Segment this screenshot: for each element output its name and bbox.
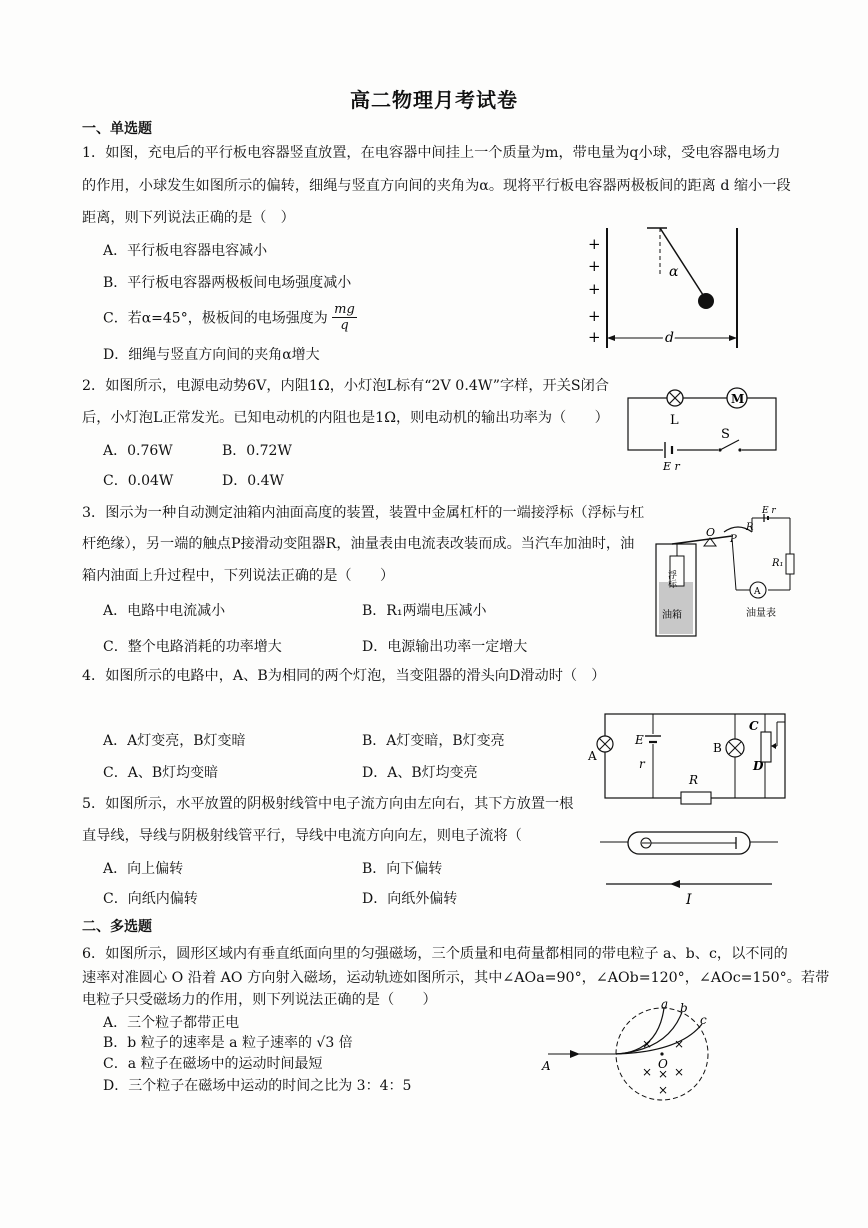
resistor-r1-label: R₁ [772, 558, 784, 569]
plus-sign: + [588, 257, 601, 275]
page-title: 高二物理月考试卷 [350, 88, 518, 112]
q5-cathode-tube-figure [600, 826, 780, 908]
terminal-c-label: C [749, 719, 759, 733]
q2-option-b: B．0.72W [222, 443, 292, 459]
q1-option-c-text: C．若α=45°，极板间的电场强度为 [103, 310, 328, 327]
q2-option-c: C．0.04W [103, 473, 174, 489]
pivot-label: O [706, 526, 716, 539]
field-cross: × [642, 1065, 653, 1079]
source-label: E r [762, 506, 776, 516]
q5-stem-line2: 直导线，导线与阴极射线管平行，导线中电流方向向左，则电子流将（ [82, 828, 522, 844]
track-b-label: b [680, 1001, 688, 1015]
q1-stem-line3: 距离，则下列说法正确的是（ ） [82, 210, 295, 226]
lamp-a-label: A [588, 749, 597, 763]
emf-label: E [635, 733, 644, 747]
plus-sign: + [588, 280, 601, 298]
fraction-numerator: mg [334, 302, 355, 317]
center-o-label: O [658, 1057, 668, 1071]
fraction-denominator: q [340, 318, 349, 333]
plus-sign: + [588, 235, 601, 253]
q5-stem-line1: 5．如图所示，水平放置的阴极射线管中电子流方向由左向右，其下方放置一根 [82, 796, 574, 812]
current-label: I [686, 892, 692, 908]
field-cross: × [674, 1037, 685, 1051]
q6-option-d: D．三个粒子在磁场中运动的时间之比为 3：4：5 [103, 1078, 412, 1094]
q6-stem-line2: 速率对准圆心 O 沿着 AO 方向射入磁场，运动轨迹如图所示，其中∠AOa=90°，∠AOb=120°，∠AOc=150°。若带 [82, 970, 830, 986]
q4-circuit-figure [585, 710, 807, 802]
q2-option-a: A．0.76W [103, 443, 173, 459]
q3-option-d: D．电源输出功率一定增大 [362, 639, 528, 655]
field-cross: × [658, 1067, 669, 1081]
q1-option-d: D．细绳与竖直方向间的夹角α增大 [103, 347, 320, 363]
q1-stem-line1: 1．如图，充电后的平行板电容器竖直放置，在电容器中间挂上一个质量为m，带电量为q小球，受电容器电场力 [82, 145, 781, 161]
q3-stem-line2: 杆绝缘），另一端的触点P接滑动变阻器R，油量表由电流表改装而成。当汽车加油时，油 [82, 536, 635, 552]
rheostat-label: R [746, 522, 754, 533]
q6-stem-line3: 电粒子只受磁场力的作用，则下列说法正确的是（ ） [82, 992, 437, 1008]
track-c-label: c [700, 1013, 707, 1027]
source-label: E r [663, 460, 680, 473]
q2-stem-line2: 后，小灯泡L正常发光。已知电动机的内阻也是1Ω，则电动机的输出功率为（ ） [82, 410, 609, 426]
q3-option-a: A．电路中电流减小 [103, 603, 226, 619]
point-a-label: A [542, 1059, 551, 1073]
q2-stem-line1: 2．如图所示，电源电动势6V，内阻1Ω，小灯泡L标有“2V 0.4W”字样，开关S闭合 [82, 378, 609, 394]
charged-ball [698, 293, 714, 309]
motor-label: M [731, 392, 745, 406]
q3-stem-line3: 箱内油面上升过程中，下列说法正确的是（ ） [82, 568, 395, 584]
resistor-r-label: R [689, 773, 699, 787]
q1-option-c-fraction [332, 302, 357, 333]
q4-stem-line1: 4．如图所示的电路中，A、B为相同的两个灯泡，当变阻器的滑头向D滑动时（ ） [82, 668, 606, 684]
q3-fuel-gauge-figure [652, 508, 802, 644]
q6-option-a: A．三个粒子都带正电 [103, 1015, 240, 1031]
terminal-d-label: D [753, 759, 764, 773]
q5-option-b: B．向下偏转 [362, 861, 443, 877]
q2-option-d: D．0.4W [222, 473, 284, 489]
q6-option-b: B．b 粒子的速率是 a 粒子速率的 √3 倍 [103, 1035, 353, 1051]
section-heading-multi-choice: 二、多选题 [82, 919, 152, 935]
q1-capacitor-figure [585, 224, 745, 354]
alpha-label: α [669, 264, 679, 280]
contact-label: P [730, 534, 737, 545]
section-heading-single-choice: 一、单选题 [82, 121, 152, 137]
q2-circuit-figure [625, 384, 781, 474]
q5-option-a: A．向上偏转 [103, 861, 184, 877]
field-cross: × [658, 1083, 669, 1097]
q4-option-c: C．A、B灯均变暗 [103, 765, 219, 781]
internal-r-label: r [639, 757, 645, 771]
q5-option-d: D．向纸外偏转 [362, 891, 458, 907]
fuel-meter-label: 油量表 [746, 608, 776, 619]
float-label: 浮标 [666, 570, 676, 588]
q1-stem-line2: 的作用，小球发生如图所示的偏转，细绳与竖直方向间的夹角为α。现将平行板电容器两极板间的距离 d 缩小一段 [82, 178, 791, 194]
field-cross: × [642, 1037, 653, 1051]
lamp-label: L [670, 413, 679, 428]
oil-tank-label: 油箱 [662, 610, 682, 621]
track-a-label: a [661, 997, 669, 1011]
ammeter-label: A [754, 587, 761, 597]
distance-label: d [665, 330, 674, 346]
q1-option-c [103, 302, 357, 333]
q5-option-c: C．向纸内偏转 [103, 891, 198, 907]
plus-sign: + [588, 307, 601, 325]
q3-option-b: B．R₁两端电压减小 [362, 603, 487, 619]
field-cross: × [674, 1065, 685, 1079]
q4-option-d: D．A、B灯均变亮 [362, 765, 478, 781]
q4-option-b: B．A灯变暗，B灯变亮 [362, 733, 505, 749]
q3-option-c: C．整个电路消耗的功率增大 [103, 639, 282, 655]
q1-option-b: B．平行板电容器两极板间电场强度减小 [103, 275, 352, 291]
lamp-b-label: B [713, 741, 722, 755]
q6-magnetic-field-figure [540, 997, 740, 1104]
plus-sign: + [588, 328, 601, 346]
q1-option-a: A．平行板电容器电容减小 [103, 243, 268, 259]
switch-label: S [721, 427, 730, 442]
q6-stem-line1: 6．如图所示，圆形区域内有垂直纸面向里的匀强磁场，三个质量和电荷量都相同的带电粒子 a、b、c，以不同的 [82, 946, 788, 962]
q6-option-c: C．a 粒子在磁场中的运动时间最短 [103, 1056, 323, 1072]
q3-stem-line1: 3．图示为一种自动测定油箱内油面高度的装置，装置中金属杠杆的一端接浮标（浮标与杠 [82, 505, 645, 521]
q4-option-a: A．A灯变亮，B灯变暗 [103, 733, 246, 749]
